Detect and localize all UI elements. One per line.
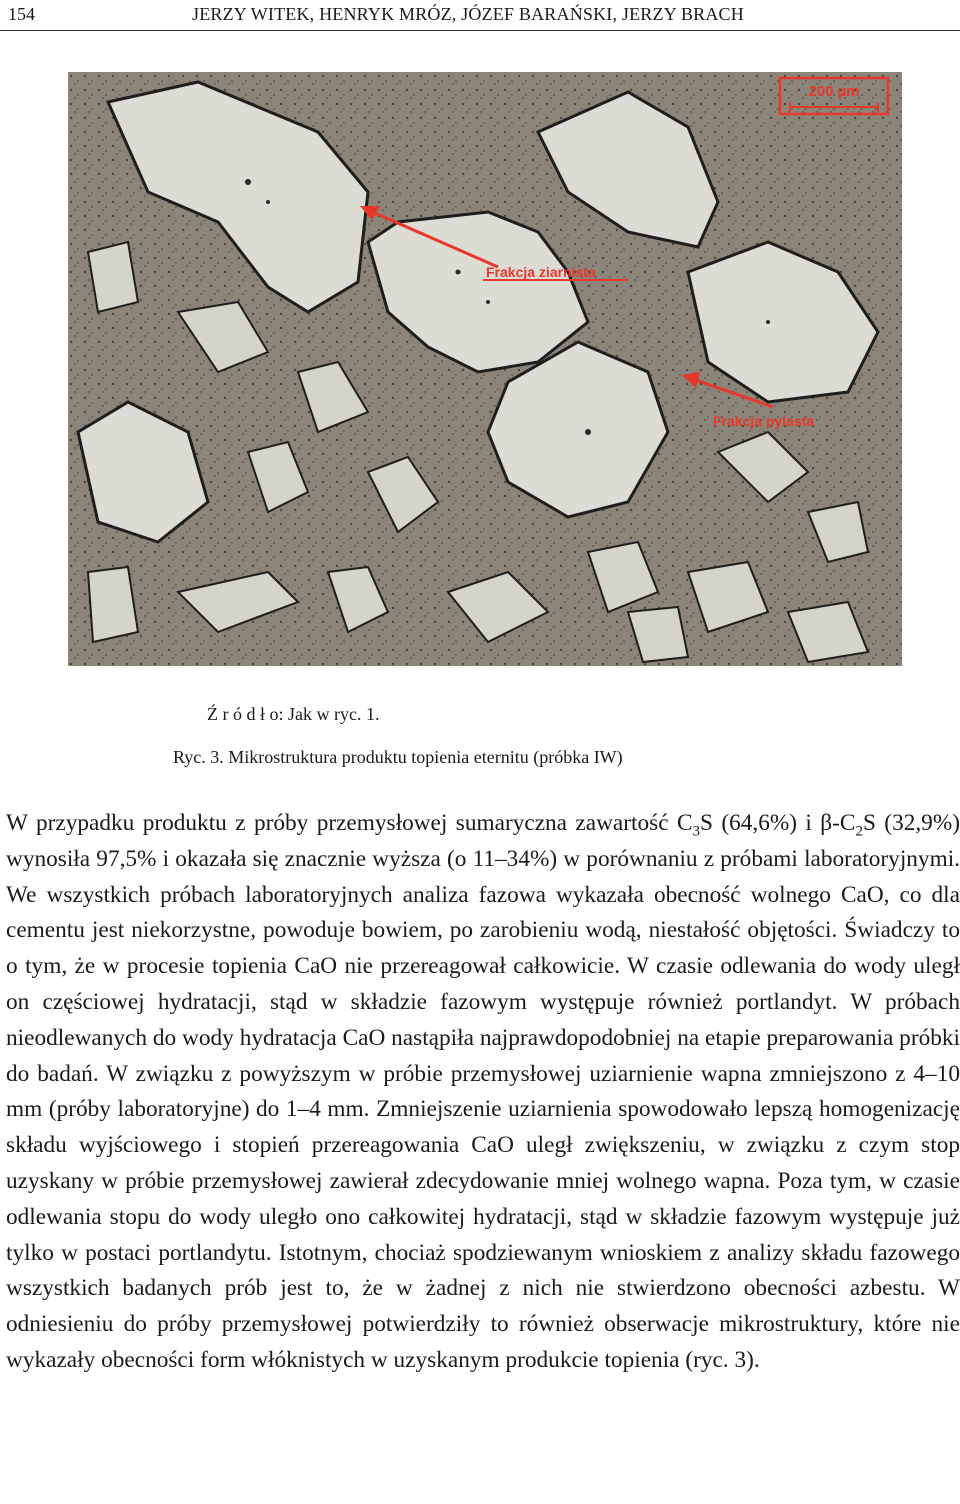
text-run: S (64,6%) i β-C [699,810,856,836]
paragraph [6,806,960,1379]
text-run: S (32,9%) wynosiła 97,5% i okazała się znacznie wyższa (o 11–34%) w porównaniu z próbami laboratoryjnymi. We wszystkich próbach laboratoryjnych analiza fazowa wykazała obecność wolnego CaO, co dla cementu jest niekorzystne, powoduje bowiem, po zarobieniu wodą, niestałość objętości. Świadczy to o tym, że w procesie topienia CaO nie przereagował całkowicie. W czasie odlewania do wody uległ on częściowej hydratacji, stąd w składzie fazowym występuje również portlandyt. W próbach nieodlewanych do wody hydratacja CaO nastąpiła najprawdopodobniej na etapie preparowania próbki do badań. W związku z powyższym w próbie przemysłowej uziarnienie wapna zmniejszono z 4–10 mm (próby laboratoryjne) do 1–4 mm. Zmniejszenie uziarnienia spowodowało lepszą homogenizację składu wyjściowego i stopień przereagowania CaO uległ zwiększeniu, w związku z czym stop uzyskany w próbie przemysłowej zawierał zdecydowanie mniej wolnego wapna. Poza tym, w czasie odlewania stopu do wody uległo ono całkowitej hydratacji, stąd w składzie fazowym występuje już tylko w postaci portlandytu. Istotnym, chociaż spodziewanym wnioskiem z analizy składu fazowego wszystkich badanych prób jest to, że w żadnej z nich nie stwierdzono obecności azbestu. W odniesieniu do próby przemysłowej potwierdziły to również obserwacje mikrostruktury, które nie wykazały obecności form włóknistych w uzyskanym produkcie topienia (ryc. 3). [6,810,960,1373]
running-title: JERZY WITEK, HENRYK MRÓZ, JÓZEF BARAŃSKI, JERZY BRACH [192,4,744,24]
grain-small [88,242,138,312]
annotation-granular-label: Frakcja ziarnista [486,264,596,280]
figure-source: Ź r ó d ł o: Jak w ryc. 1. [207,704,380,724]
text-run: W przypadku produktu z próby przemysłowej sumaryczna zawartość C [6,810,693,836]
page-header [0,0,960,31]
scale-bar-label: 200 µm [808,83,860,100]
micrograph-image [68,72,902,666]
annotation-dusty-label: Frakcja pylasta [713,413,815,429]
subscript: 3 [692,823,700,840]
grain-small [88,567,138,642]
micrograph-figure [68,72,902,666]
body-paragraph [6,806,960,1379]
page-number: 154 [8,4,35,24]
subscript: 2 [855,823,863,840]
figure-caption: Ryc. 3. Mikrostruktura produktu topienia eternitu (próbka IW) [173,747,623,767]
